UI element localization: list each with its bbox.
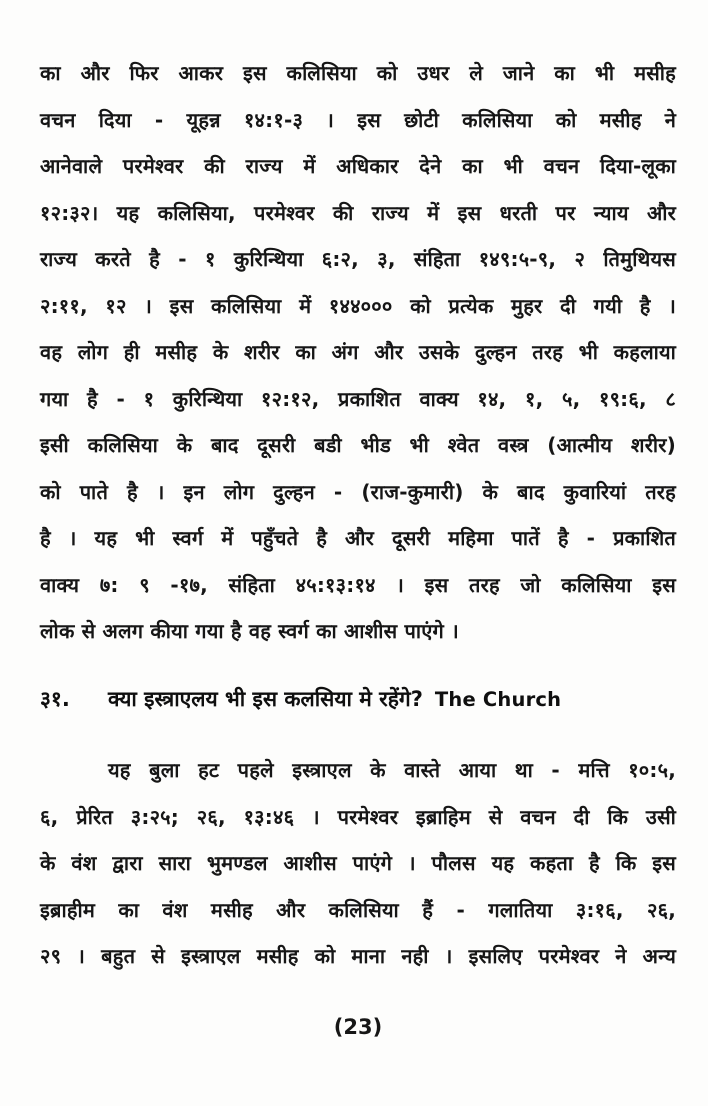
- section-heading: [40, 676, 676, 723]
- paragraph-1: [40, 50, 676, 655]
- body-line: ६, प्रेरित ३:२५; २६, १३:४६ । परमेश्वर इब्राहिम से वचन दी कि उसी: [40, 804, 676, 829]
- page-content: [40, 0, 676, 1044]
- body-line: इसी कलिसिया के बाद दूसरी बडी भीड भी श्वेत वस्त्र (आत्मीय शरीर): [40, 433, 676, 457]
- body-line: २:११, १२ । इस कलिसिया में १४४००० को प्रत्येक मुहर दी गयी है ।: [40, 293, 676, 318]
- section-title-hindi: क्या इस्त्राएलय भी इस कलसिया मे रहेंगे?: [108, 686, 423, 711]
- body-line: के वंश द्वारा सारा भुमण्डल आशीस पाएंगे । पौलस यह कहता है कि इस: [40, 851, 676, 875]
- paragraph-2: [40, 747, 676, 980]
- section-number: ३१.: [40, 686, 70, 711]
- page-number: (23): [333, 1014, 383, 1039]
- body-line: वाक्य ७: ९ -१७, संहिता ४५:१३:१४ । इस तरह जो कलिसिया इस: [40, 572, 676, 597]
- body-line: यह बुला हट पहले इस्त्राएल के वास्ते आया था - मत्ति १०:५,: [108, 758, 676, 782]
- body-line: लोक से अलग कीया गया है वह स्वर्ग का आशीस पाएंगे ।: [40, 619, 459, 643]
- page-footer: [40, 1010, 676, 1044]
- body-line: गया है - १ कुरिन्थिया १२:१२, प्रकाशित वाक्य १४, १, ५, १९:६, ८: [40, 386, 676, 411]
- body-line: राज्य करते है - १ कुरिन्थिया ६:२, ३, संहिता १४९:५-९, २ तिमुथियस: [40, 247, 676, 271]
- body-line: है । यह भी स्वर्ग में पहुँचते है और दूसरी महिमा पातें है - प्रकाशित: [40, 526, 676, 550]
- body-line: वचन दिया - यूहन्न १४:१-३ । इस छोटी कलिसिया को मसीह ने: [40, 107, 676, 132]
- body-line: आनेवाले परमेश्वर की राज्य में अधिकार देने का भी वचन दिया-लूका: [40, 154, 676, 178]
- body-line: २९ । बहुत से इस्त्राएल मसीह को माना नही । इसलिए परमेश्वर ने अन्य: [40, 944, 676, 968]
- body-line: का और फिर आकर इस कलिसिया को उधर ले जाने का भी मसीह: [40, 61, 676, 85]
- body-line: १२:३२। यह कलिसिया, परमेश्वर की राज्य में इस धरती पर न्याय और: [40, 200, 676, 225]
- body-line: इब्राहीम का वंश मसीह और कलिसिया हैं - गलातिया ३:१६, २६,: [40, 897, 676, 922]
- body-line: को पाते है । इन लोग दुल्हन - (राज-कुमारी) के बाद कुवारियां तरह: [40, 479, 676, 504]
- section-title: [108, 676, 676, 723]
- section-title-english: The Church: [434, 687, 562, 711]
- body-line: वह लोग ही मसीह के शरीर का अंग और उसके दुल्हन तरह भी कहलाया: [40, 340, 676, 364]
